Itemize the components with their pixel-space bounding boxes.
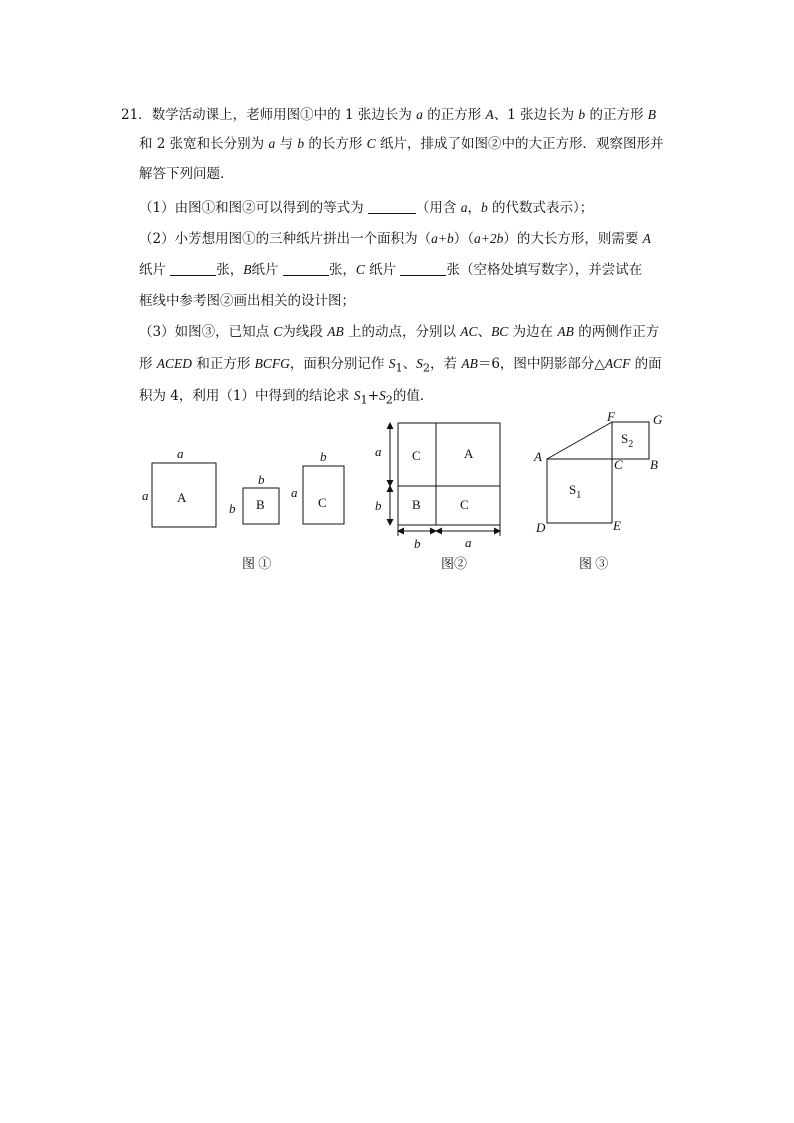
figures-svg — [0, 400, 794, 1000]
part-2-line-3: 框线中参考图②画出相关的设计图； — [139, 293, 355, 309]
answer-blank-1[interactable] — [368, 200, 416, 214]
fig3-segment-af — [547, 422, 612, 459]
fig1-label-a-left-c: a — [291, 485, 298, 500]
fig1-label-B: B — [256, 497, 265, 512]
fig3-label-G: G — [653, 412, 663, 427]
fig3-label-S1: $S_1$ — [569, 482, 582, 501]
fig1-label-a-left: a — [142, 488, 149, 503]
fig2-label-b-left: b — [375, 498, 382, 513]
fig1-caption: 图 ① — [242, 556, 272, 571]
fig3-label-C: C — [614, 457, 623, 472]
fig2-caption: 图② — [441, 556, 468, 571]
fig2-label-B: B — [412, 497, 421, 512]
part-2-line-1: （2）小芳想用图①的三种纸片拼出一个面积为（a+b）（a+2b）的大长方形，则需要 A — [139, 231, 651, 247]
fig3-caption: 图 ③ — [579, 556, 609, 571]
fig1-label-b-top-c: b — [320, 449, 327, 464]
fig2-label-a-bottom: a — [465, 535, 472, 550]
fig2-label-b-bottom: b — [414, 536, 421, 551]
answer-blank-b-count[interactable] — [283, 262, 329, 276]
answer-blank-c-count[interactable] — [400, 262, 446, 276]
question-number: 21． — [121, 107, 152, 123]
fig2-label-a-left: a — [375, 444, 382, 459]
fig2-label-C-top: C — [412, 448, 421, 463]
part-3-line-2: 形 ACED 和正方形 BCFG，面积分别记作 $S_1$、$S_2$，若 AB＝6，图中阴影部分△ACF 的面 — [139, 356, 662, 375]
part-3-line-1: （3）如图③，已知点 C为线段 AB 上的动点，分别以 AC、BC 为边在 AB 的两侧作正方 — [139, 324, 660, 340]
question-line-1: 21．数学活动课上，老师用图①中的 1 张边长为 a 的正方形 A、1 张边长为 b 的正方形 B — [121, 107, 657, 123]
fig3-label-A: A — [534, 449, 542, 464]
fig1-label-b-top: b — [258, 472, 265, 487]
fig2-label-C-bottom: C — [460, 497, 469, 512]
question-line-3: 解答下列问题． — [139, 166, 234, 182]
fig1-label-C: C — [318, 495, 327, 510]
part-3-line-3: 积为 4，利用（1）中得到的结论求 $S_1+S_2$的值． — [139, 388, 434, 407]
question-line-2: 和 2 张宽和长分别为 a 与 b 的长方形 C 纸片，排成了如图②中的大正方形．观察图形并 — [139, 136, 664, 152]
fig1-label-A: A — [177, 490, 187, 505]
fig3-label-B: B — [650, 457, 658, 472]
fig3-label-S2: $S_2$ — [621, 431, 634, 450]
fig1-label-a-top: a — [177, 446, 184, 461]
fig3-label-F: F — [607, 409, 615, 424]
fig2-label-A: A — [464, 446, 474, 461]
part-2-line-2: 纸片 张，B纸片 张，C 纸片 张（空格处填写数字），并尝试在 — [139, 262, 643, 278]
fig1-label-b-left: b — [229, 501, 236, 516]
answer-blank-a-count[interactable] — [170, 262, 216, 276]
fig3-label-E: E — [613, 518, 621, 533]
fig3-label-D: D — [536, 520, 546, 535]
part-1: （1）由图①和图②可以得到的等式为 （用含 a，b 的代数式表示）； — [139, 200, 594, 216]
